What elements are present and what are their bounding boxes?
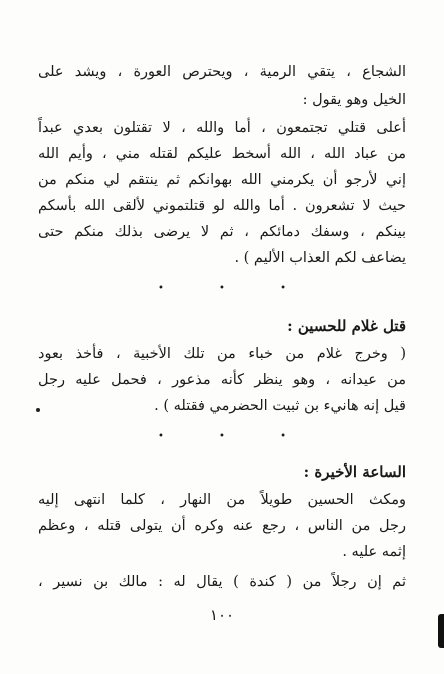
text-line: من عيدانه ، وهو ينظر كأنه مذعور ، فحمل عليه رجل: [38, 372, 406, 388]
text-line: من عباد الله ، الله أسخط عليكم لقتله مني ، وأيم الله: [38, 146, 406, 162]
text-line: الخيل وهو يقول :: [302, 92, 406, 108]
text-line: إثمه عليه .: [342, 544, 406, 560]
text-line: رجل من الناس ، رجع عنه وكره أن يتولى قتله ، وعظم: [38, 518, 406, 534]
text-line: الشجاع ، يتقي الرمية ، ويحترص العورة ، ويشد على: [38, 64, 406, 80]
page-edge-shadow: [438, 614, 444, 648]
section-heading: الساعة الأخيرة :: [303, 463, 406, 481]
section-separator: • • •: [157, 431, 313, 442]
text-line: قيل إنه هانيء بن ثبيت الحضرمي فقتله ) .: [154, 398, 406, 414]
text-line: إني لأرجو أن يكرمني الله بهوانكم ثم ينتقم لي منكم من: [38, 172, 406, 188]
text-line: حيث لا تشعرون . أما والله لو قتلتموني لألقى الله بأسكم: [38, 198, 406, 214]
page-number: ١٠٠: [209, 606, 235, 624]
text-line: ( وخرج غلام من خباء من تلك الأخبية ، فأخذ بعود: [38, 346, 406, 362]
text-line: أعلى قتلي تجتمعون ، أما والله ، لا تقتلون بعدي عبداً: [38, 120, 406, 136]
section-separator: • • •: [157, 283, 313, 294]
text-line: يضاعف لكم العذاب الأليم ) .: [234, 250, 406, 266]
text-line: بينكم ، وسفك دمائكم ، ثم لا يرضى بذلك منكم حتى: [38, 224, 406, 240]
section-heading: قتل غلام للحسين :: [287, 317, 406, 335]
ink-speck: [36, 408, 40, 412]
text-line: ومكث الحسين طويلاً من النهار ، كلما انتهى إليه: [38, 492, 406, 508]
text-line: ثم إن رجلاً من ( كندة ) يقال له : مالك بن نسير ،: [38, 574, 406, 590]
